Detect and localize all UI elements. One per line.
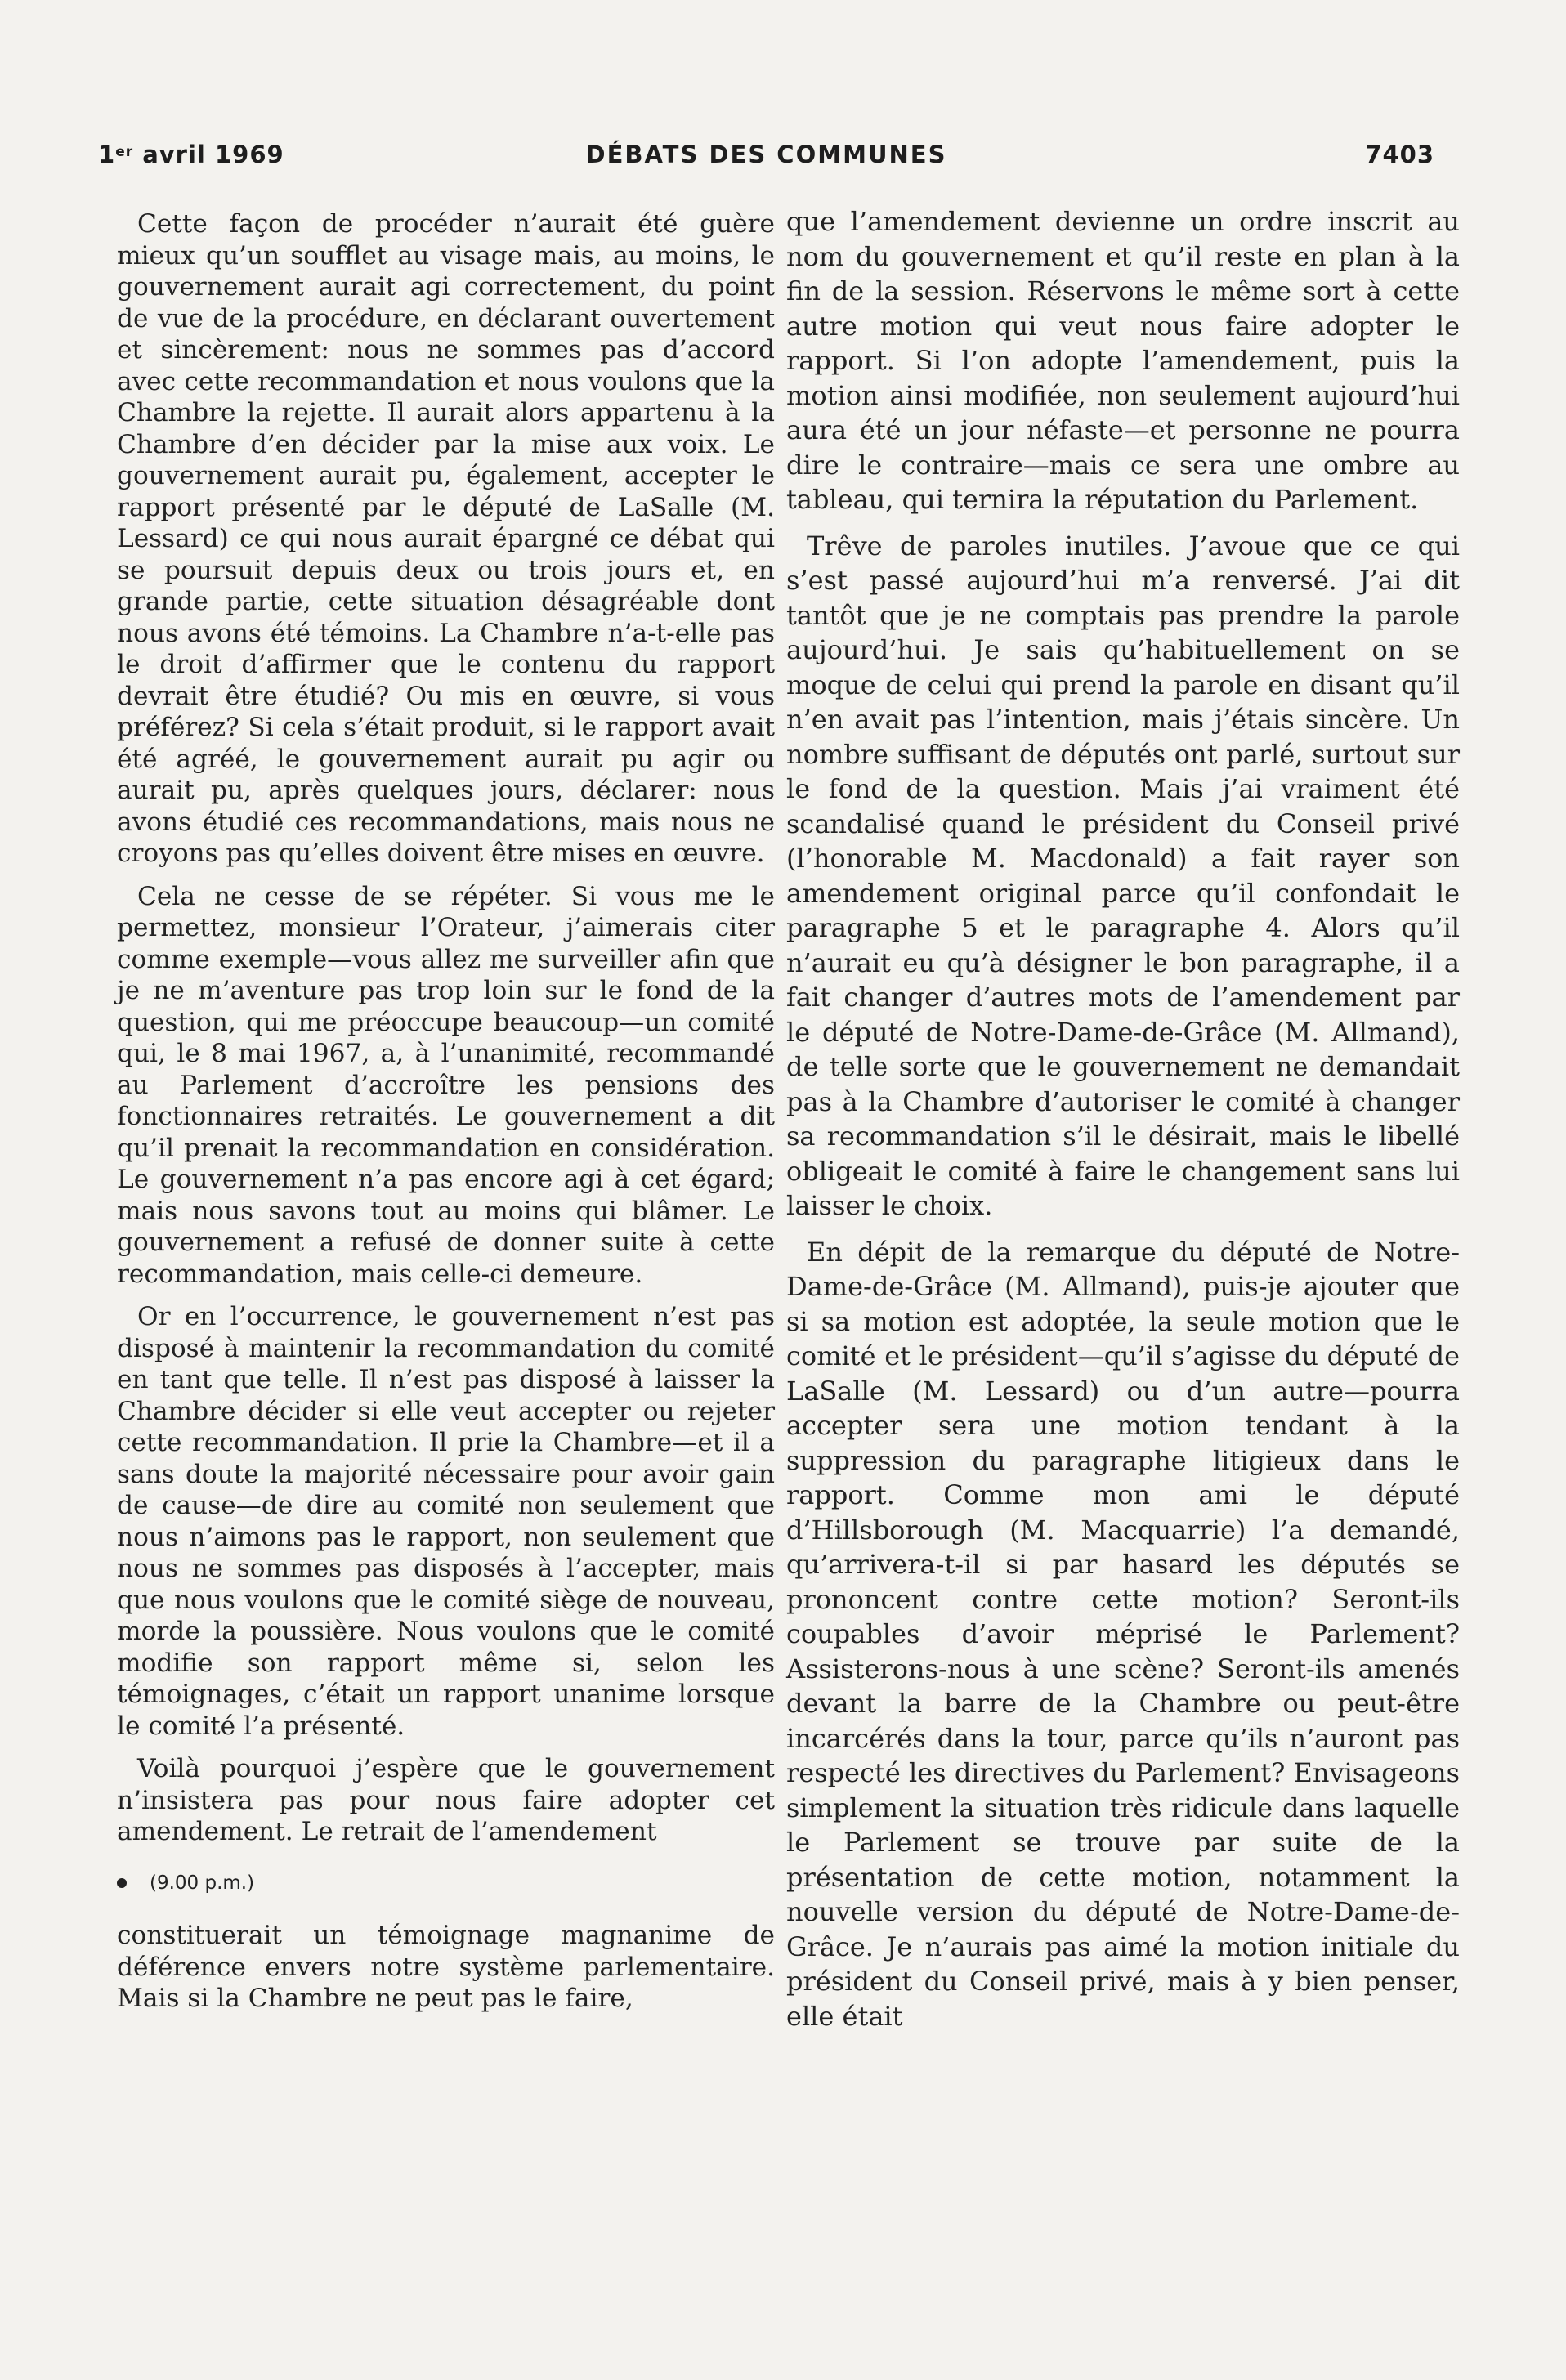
date-month-year: avril 1969 bbox=[133, 141, 284, 168]
left-column bbox=[117, 208, 775, 2026]
paragraph: Voilà pourquoi j’espère que le gouvernement n’insistera pas pour nous faire adopter cet amendement. Le retrait de l’amendement bbox=[117, 1754, 775, 1846]
paragraph: Cette façon de procéder n’aurait été guère mieux qu’un soufflet au visage mais, au moins, le gouvernement aurait agi correctement, du point de vue de la procédure, en déclarant ouvertement et sincèrement: nous ne sommes pas d’accord avec cette recommandation et nous voulons que la Chambre la rejette. Il aurait alors appartenu à la Chambre d’en décider par la mise aux voix. Le gouvernement aurait pu, également, accepter le rapport présenté par le député de LaSalle (M. Lessard) ce qui nous aurait épargné ce débat qui se poursuit depuis deux ou trois jours et, en grande partie, cette situation désagréable dont nous avons été témoins. La Chambre n’a-t-elle pas le droit d’affirmer que le contenu du rapport devrait être étudié? Ou mis en œuvre, si vous préférez? Si cela s’était produit, si le rapport avait été agréé, le gouvernement aurait pu agir ou aurait pu, après quelques jours, déclarer: nous avons étudié ces recommandations, mais nous ne croyons pas qu’elles doivent être mises en œuvre. bbox=[117, 209, 775, 868]
page-number: 7403 bbox=[1365, 141, 1434, 168]
right-column bbox=[786, 204, 1460, 2045]
date-ordinal: er bbox=[115, 144, 134, 160]
timestamp bbox=[117, 1868, 775, 1899]
bullet-icon bbox=[117, 1878, 127, 1888]
paragraph-continued: que l’amendement devienne un ordre inscrit au nom du gouvernement et qu’il reste en plan à la fin de la session. Réservons le même sort à cette autre motion qui veut nous faire adopter le rapport. Si l’on adopte l’amendement, puis la motion ainsi modifiée, non seulement aujourd’hui aura été un jour néfaste—et personne ne pourra dire le contraire—mais ce sera une ombre au tableau, qui ternira la réputation du Parlement. bbox=[786, 206, 1460, 515]
paragraph: Trêve de paroles inutiles. J’avoue que ce qui s’est passé aujourd’hui m’a renversé. J’ai dit tantôt que je ne comptais pas prendre la parole aujourd’hui. Je sais qu’habituellement on se moque de celui qui prend la parole en disant qu’il n’en avait pas l’intention, mais j’étais sincère. Un nombre suffisant de députés ont parlé, surtout sur le fond de la question. Mais j’ai vraiment été scandalisé quand le président du Conseil privé (l’honorable M. Macdonald) a fait rayer son amendement original parce qu’il confondait le paragraphe 5 et le paragraphe 4. Alors qu’il n’aurait eu qu’à désigner le bon paragraphe, il a fait changer d’autres mots de l’amendement par le député de Notre-Dame-de-Grâce (M. Allmand), de telle sorte que le gouvernement ne demandait pas à la Chambre d’autoriser le comité à changer sa recommandation s’il le désirait, mais le libellé obligeait le comité à faire le changement sans lui laisser le choix. bbox=[786, 530, 1460, 1221]
paragraph-continued: constituerait un témoignage magnanime de déférence envers notre système parlementaire. Mais si la Chambre ne peut pas le faire, bbox=[117, 1921, 775, 2013]
paragraph: Cela ne cesse de se répéter. Si vous me le permettez, monsieur l’Orateur, j’aimerais citer comme exemple—vous allez me surveiller afin que je ne m’aventure pas trop loin sur le fond de la question, qui me préoccupe beaucoup—un comité qui, le 8 mai 1967, a, à l’unanimité, recommandé au Parlement d’accroître les pensions des fonctionnaires retraités. Le gouvernement a dit qu’il prenait la recommandation en considération. Le gouvernement n’a pas encore agi à cet égard; mais nous savons tout au moins qui blâmer. Le gouvernement a refusé de donner suite à cette recommandation, mais celle-ci demeure. bbox=[117, 881, 775, 1289]
header-title: DÉBATS DES COMMUNES bbox=[585, 141, 947, 168]
paragraph: En dépit de la remarque du député de Notre-Dame-de-Grâce (M. Allmand), puis-je ajouter que si sa motion est adoptée, la seule motion que le comité et le président—qu’il s’agisse du député de LaSalle (M. Lessard) ou d’un autre—pourra accepter sera une motion tendant à la suppression du paragraphe litigieux dans le rapport. Comme mon ami le député d’Hillsborough (M. Macquarrie) l’a demandé, qu’arrivera-t-il si par hasard les députés se prononcent contre cette motion? Seront-ils coupables d’avoir méprisé le Parlement? Assisterons-nous à une scène? Seront-ils amenés devant la barre de la Chambre ou peut-être incarcérés dans la tour, parce qu’ils n’auront pas respecté les directives du Parlement? Envisageons simplement la situation très ridicule dans laquelle le Parlement se trouve par suite de la présentation de cette motion, notamment la nouvelle version du député de Notre-Dame-de-Grâce. Je n’aurais pas aimé la motion initiale du président du Conseil privé, mais à y bien penser, elle était bbox=[786, 1236, 1460, 2032]
page-header bbox=[98, 137, 1434, 178]
timestamp-text: (9.00 p.m.) bbox=[150, 1872, 255, 1894]
date-day: 1 bbox=[98, 141, 116, 168]
paragraph: Or en l’occurrence, le gouvernement n’est pas disposé à maintenir la recommandation du comité en tant que telle. Il n’est pas disposé à laisser la Chambre décider si elle veut accepter ou rejeter cette recommandation. Il prie la Chambre—et il a sans doute la majorité nécessaire pour avoir gain de cause—de dire au comité non seulement que nous n’aimons pas le rapport, non seulement que nous ne sommes pas disposés à l’accepter, mais que nous voulons que le comité siège de nouveau, morde la poussière. Nous voulons que le comité modifie son rapport même si, selon les témoignages, c’était un rapport unanime lorsque le comité l’a présenté. bbox=[117, 1302, 775, 1741]
